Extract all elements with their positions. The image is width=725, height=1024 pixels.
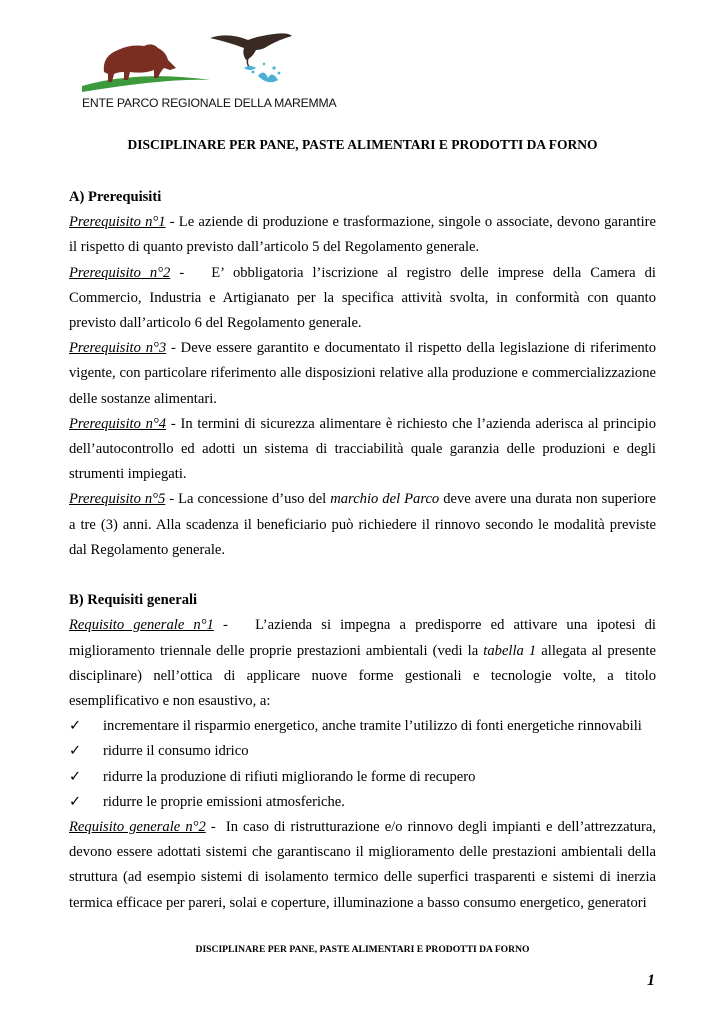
- requirement-2: [69, 815, 656, 916]
- checkmark-icon: ✓: [69, 793, 82, 810]
- section-a-heading: A) Prerequisiti: [69, 189, 162, 205]
- prerequisite-text: Le aziende di produzione e trasformazione, singole o associate, devono garantire il rispetto di quanto previsto dall’articolo 5 del Regolamento generale.: [69, 214, 656, 256]
- requirement-emphasis: tabella 1: [483, 642, 537, 659]
- list-item: [69, 765, 656, 790]
- park-logo-graphic: [78, 28, 298, 98]
- checkmark-icon: ✓: [69, 743, 82, 760]
- requirement-1: [69, 613, 656, 714]
- separator: -: [213, 617, 256, 634]
- fish-icon: [244, 66, 256, 70]
- checkmark-icon: ✓: [69, 768, 82, 785]
- prerequisite-5: [69, 487, 656, 563]
- eagle-icon: [210, 33, 292, 60]
- check-list: [69, 714, 656, 815]
- document-body: [69, 185, 656, 916]
- list-item-text: ridurre le proprie emissioni atmosferiche.: [103, 793, 345, 810]
- checkmark-icon: ✓: [69, 718, 82, 735]
- prerequisite-1: [69, 210, 656, 260]
- list-item: [69, 790, 656, 815]
- separator: -: [166, 340, 181, 357]
- prerequisite-2: [69, 261, 656, 337]
- prerequisite-text: Deve essere garantito e documentato il rispetto della legislazione di riferimento vigente, con particolare riferimento alle disposizioni relative alla produzione e commercializzazione delle sostanze alimentari.: [69, 340, 656, 407]
- prerequisite-text: La concessione d’uso del: [178, 491, 331, 508]
- prerequisite-label: Prerequisito n°5: [69, 491, 166, 508]
- prerequisite-label: Prerequisito n°4: [69, 415, 167, 432]
- prerequisite-label: Prerequisito n°1: [69, 214, 166, 231]
- separator: -: [166, 415, 181, 432]
- prerequisite-text: In termini di sicurezza alimentare è richiesto che l’azienda aderisca al principio dell’autocontrollo ed adotti un sistema di tracciabilità quale garanzia delle produzioni e degli strumenti impiegati.: [69, 415, 656, 483]
- separator: -: [205, 819, 226, 836]
- list-item: [69, 714, 656, 739]
- park-logo: [78, 28, 337, 116]
- list-item-text: incrementare il risparmio energetico, anche tramite l’utilizzo di fonti energetiche rinnovabili: [103, 718, 642, 735]
- prerequisite-emphasis: marchio del Parco: [330, 491, 440, 508]
- water-splash-icon: [258, 72, 278, 82]
- prerequisite-label: Prerequisito n°3: [69, 340, 167, 357]
- list-item-text: ridurre la produzione di rifiuti migliorando le forme di recupero: [103, 768, 476, 785]
- page-number: 1: [647, 972, 655, 989]
- logo-text: ENTE PARCO REGIONALE DELLA MAREMMA: [82, 96, 337, 110]
- ground-swoosh: [82, 76, 210, 92]
- separator: -: [165, 214, 179, 231]
- prerequisite-label: Prerequisito n°2: [69, 264, 171, 281]
- requirement-label: Requisito generale n°2: [69, 819, 206, 836]
- separator: -: [170, 264, 212, 281]
- requirement-label: Requisito generale n°1: [69, 617, 214, 634]
- requirement-text: L’azienda si impegna a predisporre ed attivare una ipotesi di miglioramento triennale delle proprie prestazioni ambientali (vedi la: [69, 617, 656, 659]
- requirement-text: In caso di ristrutturazione e/o rinnovo degli impianti e dell’attrezzatura, devono essere adottati sistemi che garantiscano il miglioramento delle prestazioni ambientali della struttura (ad esempio sistemi di isolamento termico delle superfici trasparenti e sistemi di inerzia termica efficace per pareri, solai e coperture, illuminazione a basso consumo energetico, generatori: [69, 819, 656, 911]
- list-item: [69, 739, 656, 764]
- list-item-text: ridurre il consumo idrico: [103, 743, 249, 760]
- requirement-text: allegata al presente disciplinare) nell’ottica di applicare nuove forme gestionali e tecnologie volte, a titolo esemplificativo e non esaustivo, a:: [69, 642, 656, 710]
- prerequisite-text: deve avere una durata non superiore a tre (3) anni. Alla scadenza il beneficiario può richiedere il rinnovo secondo le modalità previste dal Regolamento generale.: [69, 491, 656, 558]
- footer-title: DISCIPLINARE PER PANE, PASTE ALIMENTARI E PRODOTTI DA FORNO: [195, 944, 530, 955]
- prerequisite-3: [69, 336, 656, 412]
- document-title: DISCIPLINARE PER PANE, PASTE ALIMENTARI E PRODOTTI DA FORNO: [127, 137, 598, 152]
- prerequisite-text: E’ obbligatoria l’iscrizione al registro delle imprese della Camera di Commercio, Industria e Artigianato per la specifica attività svolta, in conformità con quanto previsto dall’articolo 6 del Regolamento generale.: [69, 264, 656, 332]
- prerequisite-4: [69, 412, 656, 488]
- separator: -: [165, 491, 179, 508]
- section-b-heading: B) Requisiti generali: [69, 592, 198, 609]
